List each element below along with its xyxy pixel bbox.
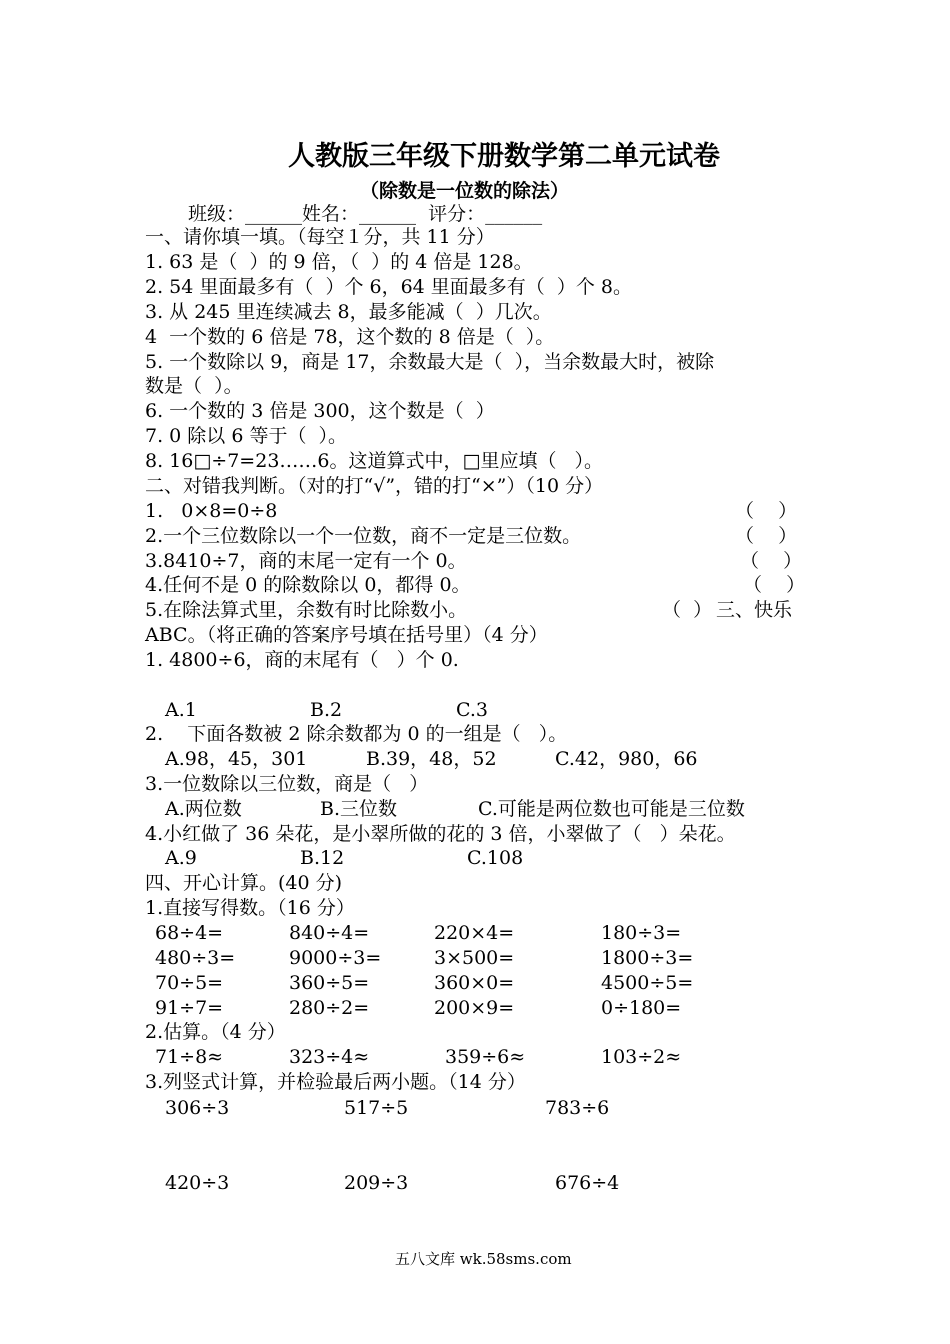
section1-q1: 1. 63 是（ ）的 9 倍，（ ）的 4 倍是 128。 — [145, 251, 533, 273]
section3-q1-option-a: A.1 — [165, 699, 197, 721]
section3-q4-option-b: B.12 — [300, 847, 345, 869]
calc-item: 280÷2= — [289, 997, 370, 1019]
calc-item: 180÷3= — [601, 922, 682, 944]
section3-q1-option-b: B.2 — [310, 699, 343, 721]
section4-heading: 四、开心计算。(40 分) — [145, 872, 343, 894]
judge-bracket-3: （ ） — [740, 550, 803, 572]
section3-q1-option-c: C.3 — [456, 699, 488, 721]
page-subtitle: （除数是一位数的除法） — [360, 180, 570, 202]
estimate-item: 71÷8≈ — [155, 1046, 224, 1068]
section2-item-4: 4.任何不是 0 的除数除以 0，都得 0。 — [145, 574, 471, 596]
section4-part3-heading: 3.列竖式计算，并检验最后两小题。（14 分） — [145, 1071, 526, 1093]
calc-item: 360÷5= — [289, 972, 370, 994]
section2-item-3: 3.8410÷7，商的末尾一定有一个 0。 — [145, 550, 467, 572]
section4-part2-heading: 2.估算。（4 分） — [145, 1021, 286, 1043]
estimate-item: 103÷2≈ — [601, 1046, 682, 1068]
section3-q2: 2. 下面各数被 2 除余数都为 0 的一组是（ ）。 — [145, 723, 568, 745]
section3-q1: 1. 4800÷6，商的末尾有（ ）个 0. — [145, 649, 459, 671]
calc-item: 480÷3= — [155, 947, 236, 969]
section1-q7: 7. 0 除以 6 等于（ ）。 — [145, 425, 348, 447]
calc-item: 4500÷5= — [601, 972, 694, 994]
calc-item: 220×4= — [434, 922, 515, 944]
section3-q3-option-c: C.可能是两位数也可能是三位数 — [478, 798, 745, 820]
student-info-line: 班级：______姓名：______ 评分：______ — [188, 203, 543, 225]
page-title: 人教版三年级下册数学第二单元试卷 — [288, 141, 720, 172]
calc-item: 360×0= — [434, 972, 515, 994]
section4-part1-heading: 1.直接写得数。（16 分） — [145, 897, 355, 919]
section2-item-5: 5.在除法算式里，余数有时比除数小。 — [145, 599, 468, 621]
calc-item: 70÷5= — [155, 972, 224, 994]
section3-heading: ABC。（将正确的答案序号填在括号里）（4 分） — [145, 624, 548, 646]
calc-item: 68÷4= — [155, 922, 224, 944]
calc-item: 200×9= — [434, 997, 515, 1019]
section2-heading: 二、对错我判断。（对的打“√”，错的打“×”）（10 分） — [145, 475, 604, 497]
vertical-calc-item: 783÷6 — [545, 1097, 610, 1119]
estimate-item: 359÷6≈ — [445, 1046, 526, 1068]
judge-bracket-1: （ ） — [735, 500, 798, 522]
vertical-calc-item: 420÷3 — [165, 1172, 230, 1194]
section3-q4-option-c: C.108 — [467, 847, 524, 869]
section1-q3: 3. 从 245 里连续减去 8，最多能减（ ）几次。 — [145, 301, 552, 323]
section1-q5-line1: 5. 一个数除以 9，商是 17，余数最大是（ ），当余数最大时，被除 — [145, 351, 715, 373]
vertical-calc-item: 306÷3 — [165, 1097, 230, 1119]
section3-q3: 3.一位数除以三位数，商是（ ） — [145, 773, 429, 795]
section3-q2-option-a: A.98，45，301 — [165, 748, 308, 770]
calc-item: 91÷7= — [155, 997, 224, 1019]
section3-q2-option-c: C.42，980，66 — [555, 748, 698, 770]
section2-item-2: 2.一个三位数除以一个一位数，商不一定是三位数。 — [145, 525, 582, 547]
section3-q4: 4.小红做了 36 朵花，是小翠所做的花的 3 倍，小翠做了（ ）朵花。 — [145, 823, 736, 845]
section3-q2-option-b: B.39，48，52 — [366, 748, 497, 770]
judge-bracket-4: （ ） — [743, 574, 806, 596]
vertical-calc-item: 676÷4 — [555, 1172, 620, 1194]
judge-bracket-5: （ ） — [662, 599, 713, 621]
calc-item: 840÷4= — [289, 922, 370, 944]
vertical-calc-item: 209÷3 — [344, 1172, 409, 1194]
section3-heading-start: 三、快乐 — [716, 599, 793, 621]
section1-heading: 一、请你填一填。（每空１分，共 11 分） — [145, 226, 495, 248]
estimate-item: 323÷4≈ — [289, 1046, 370, 1068]
section2-item-1: 1. 0×8=0÷8 — [145, 500, 278, 522]
footer-watermark-text: 五八文库 wk.58sms.com — [395, 1250, 572, 1268]
section1-q5-line2: 数是（ ）。 — [145, 375, 243, 397]
section1-q2: 2. 54 里面最多有（ ）个 6，64 里面最多有（ ）个 8。 — [145, 276, 633, 298]
calc-item: 3×500= — [434, 947, 515, 969]
calc-item: 1800÷3= — [601, 947, 694, 969]
section1-q8: 8. 16□÷7=23……6。这道算式中，□里应填（ ）。 — [145, 450, 604, 472]
section3-q3-option-a: A.两位数 — [165, 798, 242, 820]
section1-q4: 4 一个数的 6 倍是 78，这个数的 8 倍是（ ）。 — [145, 326, 555, 348]
calc-item: 9000÷3= — [289, 947, 382, 969]
judge-bracket-2: （ ） — [735, 525, 798, 547]
vertical-calc-item: 517÷5 — [344, 1097, 409, 1119]
calc-item: 0÷180= — [601, 997, 682, 1019]
section3-q3-option-b: B.三位数 — [320, 798, 398, 820]
section1-q6: 6. 一个数的 3 倍是 300，这个数是（ ） — [145, 400, 495, 422]
section3-q4-option-a: A.9 — [165, 847, 197, 869]
